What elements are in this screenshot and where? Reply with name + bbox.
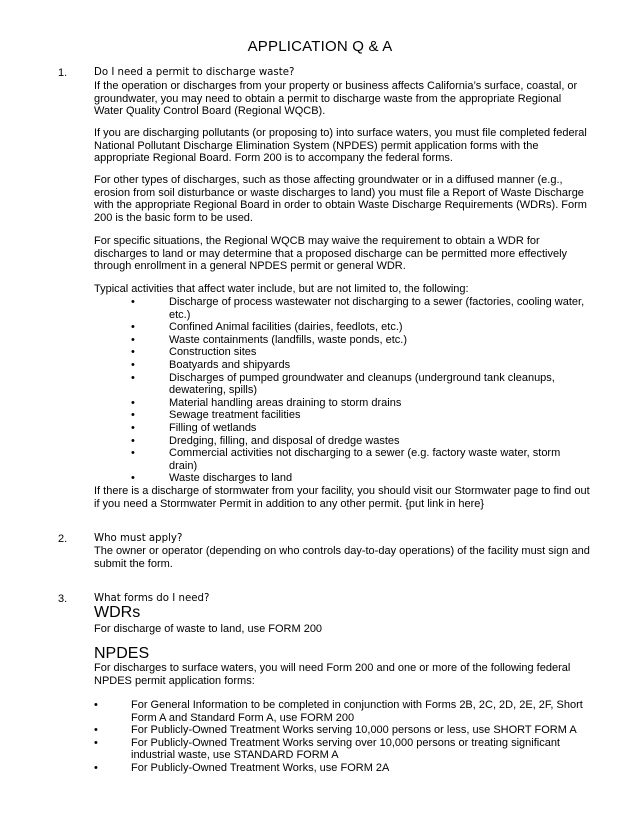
list-item: • Construction sites xyxy=(131,346,257,359)
bullet: • xyxy=(131,358,135,371)
forms-list xyxy=(94,699,590,775)
npdes-heading: NPDES xyxy=(94,645,150,662)
list-item: • Dredging, filling, and disposal of dredge wastes xyxy=(131,434,400,447)
q1-paragraph-1: If the operation or discharges from your property or business affects California’s surface, coastal, or groundwater, you may need to obtain a permit to discharge waste from the appropriate Regional Water Quality Control Board (Regional WQCB). xyxy=(94,80,578,118)
list-item: • Material handling areas draining to storm drains xyxy=(131,396,402,409)
q1-paragraph-2: If you are discharging pollutants (or proposing to) into surface waters, you must file completed federal National Pollutant Discharge Elimination System (NPDES) permit application forms with the appropriate Regional Board. Form 200 is to accompany the federal forms. xyxy=(94,127,587,165)
list-item: • Waste containments (landfills, waste ponds, etc.) xyxy=(131,333,408,346)
q1-paragraph-3: For other types of discharges, such as those affecting groundwater or in a diffused manner (e.g., erosion from soil disturbance or waste discharges to land) you must file a Report of Waste Discharge with the appropriate Regional Board in order to obtain Waste Discharge Requirements (WDRs). Form 200 is the basic form to be used. xyxy=(94,174,587,224)
list-item: • Waste discharges to land xyxy=(131,472,293,485)
list-item: • Boatyards and shipyards xyxy=(131,358,291,371)
q2-answer: The owner or operator (depending on who controls day-to-day operations) of the facility must sign and submit the form. xyxy=(94,545,590,570)
wdrs-heading: WDRs xyxy=(94,604,141,621)
q3-question: What forms do I need? xyxy=(94,593,210,604)
list-item: • For Publicly-Owned Treatment Works serving 10,000 persons or less, use SHORT FORM A xyxy=(94,724,577,737)
q1-question: Do I need a permit to discharge waste? xyxy=(94,67,295,78)
list-item: • Commercial activities not discharging to a sewer (e.g. factory waste water, storm drain) xyxy=(131,447,561,472)
activities-list xyxy=(131,296,591,485)
q3-number: 3. xyxy=(58,593,68,605)
list-item: • Discharges of pumped groundwater and cleanups (underground tank cleanups, dewatering, spills) xyxy=(131,371,555,397)
bullet: • xyxy=(131,333,135,346)
list-item: • Filling of wetlands xyxy=(131,421,257,434)
bullet: • xyxy=(131,321,135,334)
bullet: • xyxy=(131,434,135,447)
bullet: • xyxy=(131,296,135,308)
bullet: • xyxy=(94,736,98,749)
q2-number: 2. xyxy=(58,533,68,545)
q2-question: Who must apply? xyxy=(94,533,183,544)
npdes-text: For discharges to surface waters, you will need Form 200 and one or more of the following federal NPDES permit application forms: xyxy=(94,662,571,687)
bullet: • xyxy=(94,724,98,737)
list-item: • For General Information to be completed in conjunction with Forms 2B, 2C, 2D, 2E, 2F, Short Form A and Standard Form A, use FORM 200 xyxy=(94,699,583,724)
list-item: • Sewage treatment facilities xyxy=(131,409,301,422)
bullet: • xyxy=(94,761,98,774)
q1-number: 1. xyxy=(58,67,68,79)
q1-paragraph-4: For specific situations, the Regional WQCB may waive the requirement to obtain a WDR for discharges to land or may determine that a proposed discharge can be permitted more effectively through enrollment in a general NPDES permit or general WDR. xyxy=(94,235,568,273)
bullet: • xyxy=(131,371,135,384)
bullet: • xyxy=(94,699,98,711)
bullet: • xyxy=(131,409,135,422)
bullet: • xyxy=(131,472,135,485)
bullet: • xyxy=(131,396,135,409)
bullet: • xyxy=(131,421,135,434)
q1-paragraph-5: Typical activities that affect water include, but are not limited to, the following: xyxy=(94,283,469,295)
list-item: • For Publicly-Owned Treatment Works serving over 10,000 persons or treating significant industrial waste, use STANDARD FORM A xyxy=(94,736,560,762)
list-item: • For Publicly-Owned Treatment Works, use FORM 2A xyxy=(94,761,390,774)
bullet: • xyxy=(131,346,135,359)
wdrs-text: For discharge of waste to land, use FORM 200 xyxy=(94,623,323,635)
list-item: • Confined Animal facilities (dairies, feedlots, etc.) xyxy=(131,321,403,334)
list-item: • Discharge of process wastewater not discharging to a sewer (factories, cooling water, etc.) xyxy=(131,296,585,321)
stormwater-paragraph: If there is a discharge of stormwater from your facility, you should visit our Stormwater page to find out if you need a Stormwater Permit in addition to any other permit. {put link in here} xyxy=(94,485,590,510)
bullet: • xyxy=(131,447,135,460)
page-title: APPLICATION Q & A xyxy=(247,38,393,55)
